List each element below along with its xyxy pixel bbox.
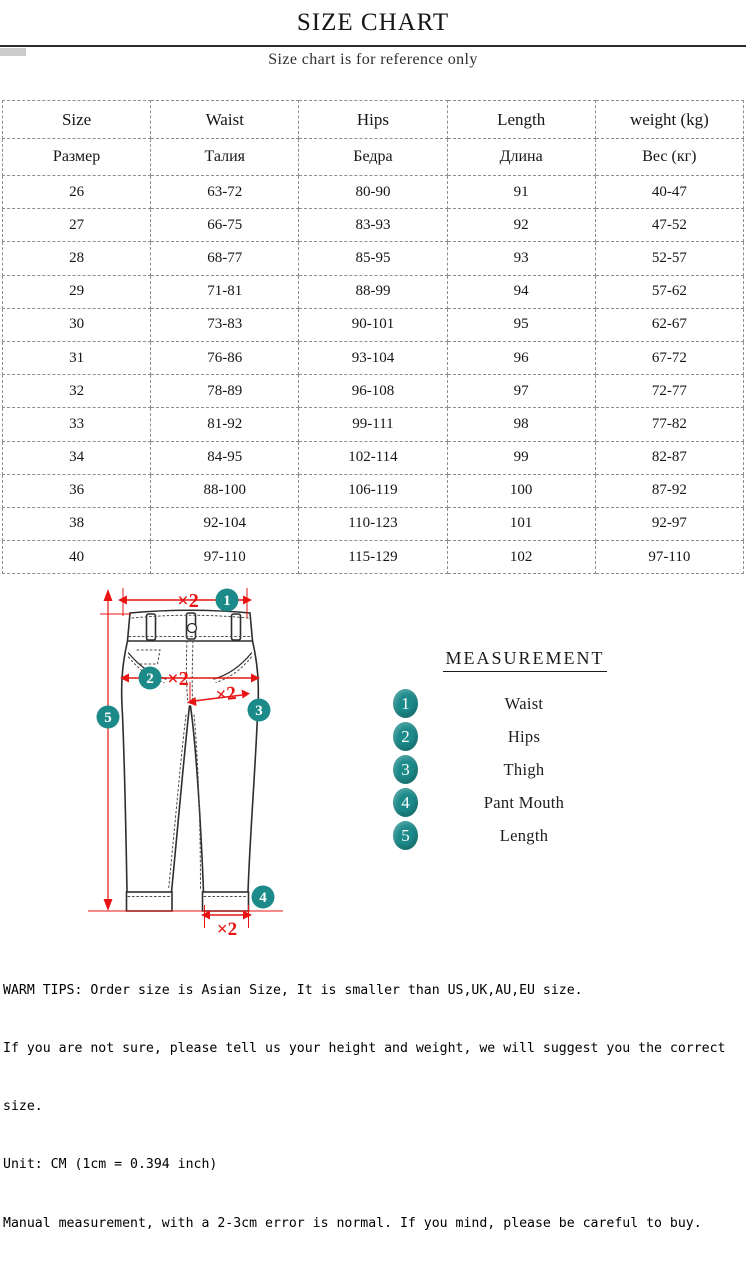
column-header-size: Size xyxy=(3,101,151,139)
cell-hips: 96-108 xyxy=(299,375,447,408)
size-table xyxy=(2,100,744,574)
cell-length: 92 xyxy=(447,209,595,242)
callout-hips xyxy=(139,667,162,690)
callout-number: 4 xyxy=(259,890,267,907)
cell-waist: 92-104 xyxy=(151,507,299,540)
cell-hips: 115-129 xyxy=(299,541,447,574)
cell-size: 34 xyxy=(3,441,151,474)
column-header-length: Length xyxy=(447,101,595,139)
cell-length: 96 xyxy=(447,341,595,374)
cell-hips: 99-111 xyxy=(299,408,447,441)
cell-length: 91 xyxy=(447,176,595,209)
table-row xyxy=(3,507,744,540)
column-header-waist: Waist xyxy=(151,101,299,139)
cell-waist: 71-81 xyxy=(151,275,299,308)
column-header-hips-ru: Бедра xyxy=(299,139,447,176)
cell-waist: 88-100 xyxy=(151,474,299,507)
legend-label: Thigh xyxy=(503,759,545,779)
cell-hips: 110-123 xyxy=(299,507,447,540)
cell-size: 40 xyxy=(3,541,151,574)
table-header-ru xyxy=(3,139,744,176)
cell-length: 101 xyxy=(447,507,595,540)
cell-waist: 68-77 xyxy=(151,242,299,275)
callout-number: 3 xyxy=(255,703,263,720)
table-row xyxy=(3,541,744,574)
callout-length xyxy=(97,706,120,729)
legend-badge-1: 1 xyxy=(393,689,418,718)
cell-hips: 90-101 xyxy=(299,308,447,341)
cell-weight: 40-47 xyxy=(595,176,743,209)
cell-size: 30 xyxy=(3,308,151,341)
cell-hips: 80-90 xyxy=(299,176,447,209)
callout-pant-mouth xyxy=(252,886,275,909)
cell-weight: 92-97 xyxy=(595,507,743,540)
cell-hips: 106-119 xyxy=(299,474,447,507)
callout-number: 5 xyxy=(104,710,112,727)
cell-weight: 82-87 xyxy=(595,441,743,474)
pants-drawing xyxy=(122,610,259,911)
measurement-heading xyxy=(380,648,670,672)
table-row xyxy=(3,341,744,374)
legend-item-thigh xyxy=(380,753,670,786)
page-title: SIZE CHART xyxy=(296,9,450,36)
measurement-legend xyxy=(380,687,670,852)
warm-tips xyxy=(3,942,745,1272)
cell-waist: 97-110 xyxy=(151,541,299,574)
times2-label: ×2 xyxy=(214,682,238,707)
column-header-weight: weight (kg) xyxy=(595,101,743,139)
legend-item-hips xyxy=(380,720,670,753)
legend-label: Waist xyxy=(504,693,544,713)
cell-size: 32 xyxy=(3,375,151,408)
cell-weight: 97-110 xyxy=(595,541,743,574)
cell-length: 93 xyxy=(447,242,595,275)
cell-waist: 73-83 xyxy=(151,308,299,341)
callout-number: 2 xyxy=(146,671,154,688)
measurement-heading-text: MEASUREMENT xyxy=(443,648,606,672)
cell-weight: 52-57 xyxy=(595,242,743,275)
table-header-en xyxy=(3,101,744,139)
table-row xyxy=(3,408,744,441)
legend-item-length xyxy=(380,819,670,852)
legend-badge-4: 4 xyxy=(393,788,418,817)
cell-hips: 85-95 xyxy=(299,242,447,275)
callout-thigh xyxy=(248,699,271,722)
cell-weight: 57-62 xyxy=(595,275,743,308)
legend-label: Pant Mouth xyxy=(483,792,565,812)
cell-length: 99 xyxy=(447,441,595,474)
legend-badge-3: 3 xyxy=(393,755,418,784)
table-row xyxy=(3,474,744,507)
column-header-weight-ru: Вес (кг) xyxy=(595,139,743,176)
cell-weight: 72-77 xyxy=(595,375,743,408)
cell-waist: 78-89 xyxy=(151,375,299,408)
cell-hips: 88-99 xyxy=(299,275,447,308)
times2-label: ×2 xyxy=(216,919,238,940)
table-row xyxy=(3,275,744,308)
cell-weight: 67-72 xyxy=(595,341,743,374)
legend-label: Length xyxy=(499,825,549,845)
cell-length: 94 xyxy=(447,275,595,308)
cell-size: 36 xyxy=(3,474,151,507)
table-row xyxy=(3,375,744,408)
callout-waist xyxy=(216,589,239,612)
tips-line: WARM TIPS: Order size is Asian Size, It is smaller than US,UK,AU,EU size. xyxy=(3,982,583,998)
column-header-length-ru: Длина xyxy=(447,139,595,176)
cell-waist: 81-92 xyxy=(151,408,299,441)
table-row xyxy=(3,176,744,209)
table-row xyxy=(3,441,744,474)
column-header-hips: Hips xyxy=(299,101,447,139)
column-header-size-ru: Размер xyxy=(3,139,151,176)
cell-size: 26 xyxy=(3,176,151,209)
tips-line: If you are not sure, please tell us your height and weight, we will suggest you the correct xyxy=(3,1041,726,1057)
cell-size: 38 xyxy=(3,507,151,540)
cell-waist: 66-75 xyxy=(151,209,299,242)
cell-length: 95 xyxy=(447,308,595,341)
cell-length: 100 xyxy=(447,474,595,507)
cell-waist: 84-95 xyxy=(151,441,299,474)
callout-number: 1 xyxy=(223,593,231,610)
header-divider xyxy=(0,45,746,47)
cell-length: 102 xyxy=(447,541,595,574)
cell-size: 27 xyxy=(3,209,151,242)
times2-label: ×2 xyxy=(177,590,199,612)
cell-waist: 63-72 xyxy=(151,176,299,209)
cell-weight: 87-92 xyxy=(595,474,743,507)
table-row xyxy=(3,209,744,242)
legend-item-pant-mouth xyxy=(380,786,670,819)
legend-badge-2: 2 xyxy=(393,722,418,751)
legend-item-waist xyxy=(380,687,670,720)
page-subtitle: Size chart is for reference only xyxy=(268,51,478,68)
cell-waist: 76-86 xyxy=(151,341,299,374)
tips-line: Unit: CM (1cm = 0.394 inch) xyxy=(3,1157,218,1173)
cell-size: 31 xyxy=(3,341,151,374)
legend-badge-5: 5 xyxy=(393,821,418,850)
tips-line: size. xyxy=(3,1099,43,1115)
cell-size: 28 xyxy=(3,242,151,275)
column-header-waist-ru: Талия xyxy=(151,139,299,176)
cell-hips: 102-114 xyxy=(299,441,447,474)
cell-length: 98 xyxy=(447,408,595,441)
cell-hips: 83-93 xyxy=(299,209,447,242)
table-row xyxy=(3,242,744,275)
cell-hips: 93-104 xyxy=(299,341,447,374)
table-row xyxy=(3,308,744,341)
cell-size: 33 xyxy=(3,408,151,441)
cell-weight: 77-82 xyxy=(595,408,743,441)
times2-label: ×2 xyxy=(167,668,189,690)
cell-weight: 62-67 xyxy=(595,308,743,341)
legend-label: Hips xyxy=(507,726,541,746)
cell-size: 29 xyxy=(3,275,151,308)
cell-weight: 47-52 xyxy=(595,209,743,242)
cell-length: 97 xyxy=(447,375,595,408)
tips-line: Manual measurement, with a 2-3cm error is normal. If you mind, please be careful to buy. xyxy=(3,1215,702,1231)
